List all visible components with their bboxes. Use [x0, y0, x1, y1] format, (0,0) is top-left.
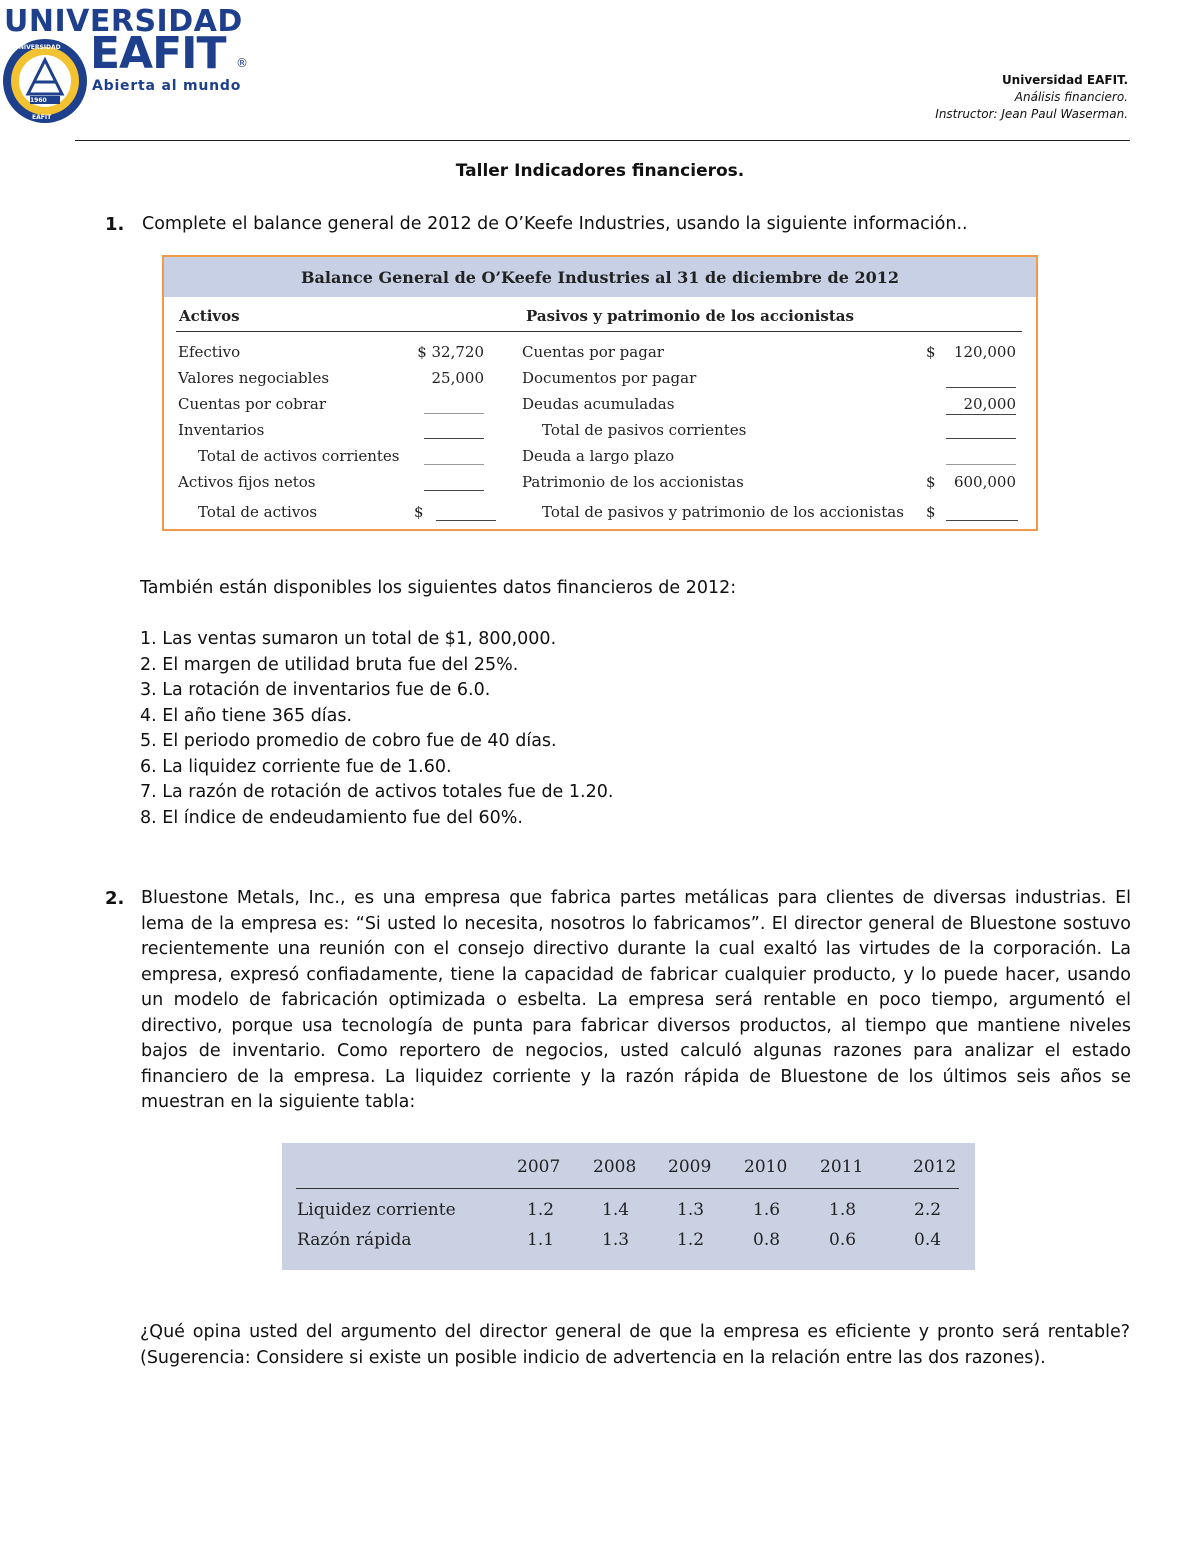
answer-blank — [424, 464, 484, 465]
table-cell: 0.6 — [829, 1230, 857, 1250]
financial-data-list — [140, 627, 613, 831]
asset-label: Total de activos — [198, 503, 318, 521]
asset-label: Efectivo — [178, 343, 241, 361]
header-course: Análisis financiero. — [1014, 90, 1128, 104]
list-item: 3. La rotación de inventarios fue de 6.0. — [140, 680, 491, 700]
year-header: 2010 — [744, 1157, 788, 1177]
value-underline — [946, 414, 1016, 415]
liability-label: Total de pasivos y patrimonio de los accionistas — [542, 503, 904, 521]
table-cell: 0.4 — [914, 1230, 942, 1250]
table-cell: 1.4 — [602, 1200, 630, 1220]
question-2-text: Bluestone Metals, Inc., es una empresa que fabrica partes metálicas para clientes de diversas industrias. El lema de la empresa es: “Si usted lo necesita, nosotros lo fabricamos”. El director general de Bluestone sostuvo recientemente una reunión con el consejo directivo durante la cual exaltó las virtudes de la corporación. La empresa, expresó confiadamente, tiene la capacidad de fabricar cualquier producto, y lo puede hacer, usando un modelo de fabricación optimizada o esbelta. La empresa será rentable en poco tiempo, argumentó el directivo, porque usa tecnología de punta para fabricar diversos productos, al tiempo que mantiene niveles bajos de inventario. Como reportero de negocios, usted calculó algunas razones para analizar el estado financiero de la empresa. La liquidez corriente y la razón rápida de Bluestone de los últimos seis años se muestran en la siguiente tabla: — [141, 888, 1131, 1112]
row-label: Razón rápida — [297, 1230, 412, 1250]
asset-label: Valores negociables — [178, 369, 330, 387]
answer-blank — [424, 413, 484, 414]
answer-blank — [424, 438, 484, 439]
row-label: Liquidez corriente — [297, 1200, 456, 1220]
question-2-number: 2. — [105, 888, 125, 909]
year-header: 2009 — [668, 1157, 712, 1177]
liability-currency: $ — [926, 473, 936, 491]
liability-currency: $ — [926, 503, 936, 521]
list-item: 6. La liquidez corriente fue de 1.60. — [140, 756, 452, 777]
balance-sheet-table — [162, 255, 1038, 531]
logo-tagline: Abierta al mundo — [92, 78, 242, 94]
liabilities-header: Pasivos y patrimonio de los accionistas — [526, 307, 854, 325]
table-cell: 2.2 — [914, 1200, 942, 1220]
header-instructor: Instructor: Jean Paul Waserman. — [935, 107, 1128, 121]
answer-blank — [424, 490, 484, 491]
header-institution: Universidad EAFIT. — [1001, 73, 1128, 87]
table-cell: 0.8 — [753, 1230, 781, 1250]
header-divider — [75, 140, 1130, 141]
liability-label: Deuda a largo plazo — [522, 447, 675, 465]
list-item: 5. El periodo promedio de cobro fue de 40 días. — [140, 731, 557, 751]
data-intro: También están disponibles los siguientes datos financieros de 2012: — [140, 578, 737, 598]
question-1-number: 1. — [105, 214, 125, 235]
liability-label: Cuentas por pagar — [522, 343, 664, 361]
asset-label: Total de activos corrientes — [198, 447, 400, 465]
list-item: 1. Las ventas sumaron un total de $1, 800,000. — [140, 629, 557, 649]
year-header: 2012 — [913, 1157, 957, 1177]
balance-sheet-title: Balance General de O’Keefe Industries al 31 de diciembre de 2012 — [164, 257, 1036, 297]
list-item: 4. El año tiene 365 días. — [140, 705, 353, 726]
document-header — [935, 72, 1128, 123]
table-cell: 1.8 — [829, 1200, 857, 1220]
asset-value: $ 32,720 — [417, 343, 484, 361]
asset-value: 25,000 — [431, 369, 484, 387]
university-logo — [0, 0, 255, 140]
table-cell: 1.3 — [602, 1230, 630, 1250]
asset-label: Activos fijos netos — [178, 473, 316, 491]
liability-label: Patrimonio de los accionistas — [522, 473, 744, 491]
liability-label: Documentos por pagar — [522, 369, 697, 387]
table-cell: 1.6 — [753, 1200, 781, 1220]
answer-blank — [436, 520, 496, 521]
question-1-text: Complete el balance general de 2012 de O’Keefe Industries, usando la siguiente información.. — [142, 214, 968, 234]
table-cell: 1.3 — [677, 1200, 705, 1220]
liability-value: 20,000 — [963, 395, 1016, 413]
logo-name-line2: EAFIT — [90, 28, 226, 79]
liability-value: 120,000 — [953, 343, 1016, 361]
year-header: 2008 — [593, 1157, 637, 1177]
logo-registered: ® — [236, 56, 248, 70]
assets-header: Activos — [179, 307, 240, 325]
list-item: 8. El índice de endeudamiento fue del 60%. — [140, 807, 523, 828]
header-underline — [176, 331, 1022, 332]
liability-value: 600,000 — [953, 473, 1016, 491]
liability-currency: $ — [926, 343, 936, 361]
table-header-underline — [296, 1188, 959, 1189]
seal-text-bottom: EAFIT — [32, 114, 52, 121]
liability-label: Total de pasivos corrientes — [542, 421, 747, 439]
asset-currency: $ — [414, 503, 424, 521]
list-item: 2. El margen de utilidad bruta fue del 25%. — [140, 654, 519, 675]
seal-text-top: UNIVERSIDAD — [14, 44, 61, 51]
asset-label: Cuentas por cobrar — [178, 395, 327, 413]
ratio-table — [282, 1143, 975, 1270]
list-item: 7. La razón de rotación de activos totales fue de 1.20. — [140, 782, 614, 802]
table-cell: 1.2 — [527, 1200, 555, 1220]
table-cell: 1.2 — [677, 1230, 705, 1250]
liability-label: Deudas acumuladas — [522, 395, 675, 413]
answer-blank — [946, 387, 1016, 388]
year-header: 2007 — [517, 1157, 561, 1177]
table-cell: 1.1 — [527, 1230, 555, 1250]
answer-blank — [946, 464, 1016, 465]
answer-blank — [946, 520, 1018, 521]
logo-name-line1: UNIVERSIDAD — [4, 4, 243, 39]
year-header: 2011 — [820, 1157, 864, 1177]
page-title: Taller Indicadores financieros. — [455, 161, 745, 181]
question-2-prompt: ¿Qué opina usted del argumento del director general de que la empresa es eficiente y pronto será rentable? (Sugerencia: Considere si existe un posible indicio de advertencia en la relación entre las dos razones). — [140, 1322, 1130, 1368]
asset-label: Inventarios — [178, 421, 265, 439]
answer-blank — [946, 438, 1016, 439]
seal-year: 1960 — [30, 97, 47, 104]
